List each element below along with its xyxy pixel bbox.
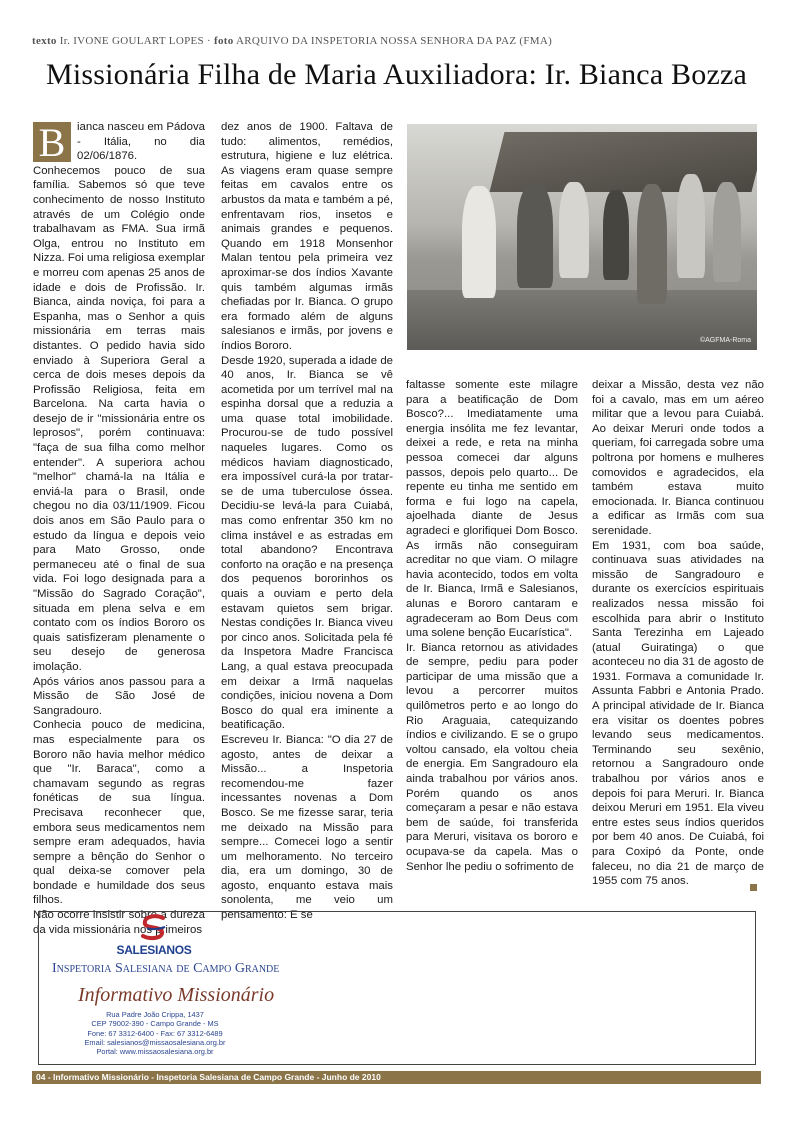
article-column-1 <box>33 120 205 937</box>
publication-name: Informativo Missionário <box>78 984 275 1006</box>
end-of-article-mark <box>750 884 757 891</box>
paragraph: dez anos de 1900. Faltava de tudo: alimentos, remédios, estrutura, higiene e luz elétrica. As viagens eram quase sempre feitas em cavalos entre os arbustos da mata e também a pé, enfrentavam rios, insetos e animais grandes e pequenos. Quando em 1918 Monsenhor Malan tentou pela primeira vez aproximar-se dos índios Xavante quis também algumas irmãs chefiadas por Ir. Bianca. O grupo era formado além de alguns salesianos e irmãs, por jovens e índios Bororo. <box>221 121 393 352</box>
article-title: Missionária Filha de Maria Auxiliadora: Ir. Bianca Bozza <box>45 58 747 91</box>
article-column-4 <box>592 378 764 889</box>
paragraph: faltasse somente este milagre para a beatificação de Dom Bosco?... Imediatamente uma energia insólita me fez levantar, deixei a rede, e reta na minha pessoa comecei dar alguns passos, depois pelo quarto... De repente eu tinha me sentido em forma e fui logo na capela, ajoelhada diante de Jesus agradeci e glorifiquei Dom Bosco. As irmãs não conseguiram acreditar no que viam. O milagre havia acontecido, todos em volta de Ir. Bianca, Irmã e Salesianos, alunas e Bororo cantaram e agradeceram ao Bom Deus com uma solene benção Eucarística". <box>406 379 578 640</box>
photo-credit: ©AGFMA-Roma <box>699 337 751 344</box>
address-line: Rua Padre João Crippa, 1437 <box>106 1010 204 1019</box>
page-footer-text: 04 - Informativo Missionário - Inspetoria Salesiana de Campo Grande - Junho de 2010 <box>36 1072 381 1082</box>
photo-figure <box>517 184 553 288</box>
photo-figure <box>713 182 741 282</box>
photo-roof <box>490 132 757 192</box>
paragraph: Não ocorre insistir sobre a dureza da vida missionária nos primeiros <box>33 909 205 936</box>
paragraph: ianca nasceu em Pádova - Itália, no dia 02/06/1876. Conhecemos pouco de sua família. Sabemos só que teve conhecimento de nosso Instituto através de um Colégio onde trabalhavam as FMA. Sua irmã Olga, entrou no Instituto em Nizza. Foi uma religiosa exemplar e morreu com apenas 25 anos de idade e dois de Profissão. Ir. Bianca, ainda noviça, foi para a Espanha, mas o Senhor a quis missionária em terras mais distantes. O pedido havia sido enviado à Superiora Geral a cerca de dois meses depois da Profissão Religiosa, feita em Barcelona. Na carta havia o desejo de ir "missionária entre os leprosos", porém continuava: "faça de sua filha como melhor entender". A superiora achou "melhor" chamá-la na Itália e enviá-la para o Brasil, onde chegou no dia 03/11/1909. Ficou dois anos em São Paulo para o estudo da língua e depois veio para Mato Grosso, onde permaneceu até o final de sua vida. Foi logo designada para a "Missão do Sagrado Coração", situada em plena selva e em contato com os índios Bororo os quais satisfizeram plenamente o seu desejo de generosa imolação. <box>33 121 205 673</box>
photo-figure <box>559 182 589 278</box>
paragraph: Desde 1920, superada a idade de 40 anos, Ir. Bianca se vê acometida por um terrível mal na espinha dorsal que a reduzia a uma quase total imobilidade. Procurou-se de tudo possível naqueles lugares. Como os médicos haviam diagnosticado, era impossível curá-la por tratar-se de uma tuberculose óssea. Decidiu-se levá-la para Cuiabá, mas como enfrentar 350 km no clima instável e as estradas em total abandono? Encontrava conforto na oração e na presença dos pequenos bororinhos os quais a ouviam e perto dela estavam quietos sem brigar. Nestas condições Ir. Bianca viveu por cinco anos. Solicitada pela fé da Inspetora Madre Francisca Lang, a qual estava preocupada em deixar a Irmã naquelas condições, iniciou novena a Dom Bosco do qual era iminente a beatificação. <box>221 354 393 732</box>
phone-line: Fone: 67 3312-6400 - Fax: 67 3312-6489 <box>87 1028 223 1038</box>
inspetoria-name: Inspetoria Salesiana de Campo Grande <box>52 961 280 976</box>
paragraph: Após vários anos passou para a Missão de São José de Sangradouro. <box>33 675 205 717</box>
foto-label: foto <box>214 35 234 47</box>
photo-figure <box>677 174 705 278</box>
photo-figure <box>603 190 629 280</box>
paragraph: Conhecia pouco de medicina, mas especialmente para os Bororo não havia melhor médico que "Ir. Baraca", como a chamavam segundo as regras fonéticas de sua língua. Precisava reconhecer que, embora seus medicamentos nem sempre eram adequados, havia sempre a bênção do Senhor o qual deixa-se comover pela bondade e humildade dos seus filhos. <box>33 719 205 907</box>
paragraph: Em 1931, com boa saúde, continuava suas atividades na missão de Sangradouro e durante os exercícios espirituais realizados nessa missão foi escolhida para abrir o Instituto Santa Terezinha em Lajeado (atual Guiratinga) o que aconteceu no dia 31 de agosto de 1931. Formava a comunidade Ir. Assunta Fabbri e Antonia Prado. A principal atividade de Ir. Bianca era visitar os doentes pobres levando seus medicamentos. Terminando seu sexênio, retornou a Sangradouro onde trabalhou por vários anos e depois foi para Meruri. Ir. Bianca deixou Meruri em 1951. Ela viveu entre estes seus índios queridos por bem 40 anos. De Cuiabá, foi para Coxipó da Ponte, onde faleceu, no dia 21 de março de 1955 com 75 anos. <box>592 539 764 888</box>
historical-photo <box>407 124 757 350</box>
article-column-3 <box>406 378 578 874</box>
paragraph: Escreveu Ir. Bianca: "O dia 27 de agosto, antes de deixar a Missão... a Inspetoria recomendou-me fazer incessantes novenas a Dom Bosco. Se me fizesse sarar, teria me deixado na Missão para sempre... Comecei logo a sentir um melhoramento. No terceiro dia, era um domingo, 30 de agosto, enquanto estava mais sonolenta, me veio um pensamento: E se <box>221 733 393 922</box>
credits-line <box>32 35 552 47</box>
credits-separator: · <box>207 35 211 47</box>
foto-source: ARQUIVO DA INSPETORIA NOSSA SENHORA DA PAZ (FMA) <box>236 35 553 47</box>
address-line: CEP 79002-390 - Campo Grande - MS <box>91 1019 219 1029</box>
salesianos-logo-icon <box>137 914 171 942</box>
portal-link[interactable]: Portal: www.missaosalesiana.org.br <box>96 1047 214 1057</box>
contact-address <box>60 1010 250 1056</box>
article-column-2 <box>221 120 393 923</box>
drop-cap: B <box>33 122 71 162</box>
brand-name: SALESIANOS <box>116 943 192 957</box>
email-link[interactable]: Email: salesianos@missaosalesiana.org.br <box>84 1037 226 1047</box>
paragraph: Ir. Bianca retornou as atividades de sempre, pediu para poder participar de uma missão que a levou a percorrer muitos quilômetros perto e ao longo do Rio Araguaia, catequizando índios e civilizando. E se o grupo voltou cansado, ela voltou cheia de energia. Em Sangradouro ela ainda trabalhou por vários anos. Porém quando os anos começaram a pesar e não estava bem de saúde, foi transferida para Meruri, visitava os bororo e ocupava-se da capela. Mas o Senhor lhe pediu o sofrimento de <box>406 641 578 873</box>
photo-figure <box>637 184 667 304</box>
paragraph: deixar a Missão, desta vez não foi a cavalo, mas em um aéreo militar que a levou para Cuiabá. Ao deixar Meruri onde todos a queriam, foi carregada sobre uma poltrona por homens e mulheres comovidos e agradecidos, ela também estava muito emocionada. Ir. Bianca continuou a edificar as Irmãs com sua serenidade. <box>592 379 764 537</box>
texto-author: Ir. IVONE GOULART LOPES <box>59 35 204 47</box>
texto-label: texto <box>32 35 57 47</box>
photo-figure <box>462 186 496 298</box>
